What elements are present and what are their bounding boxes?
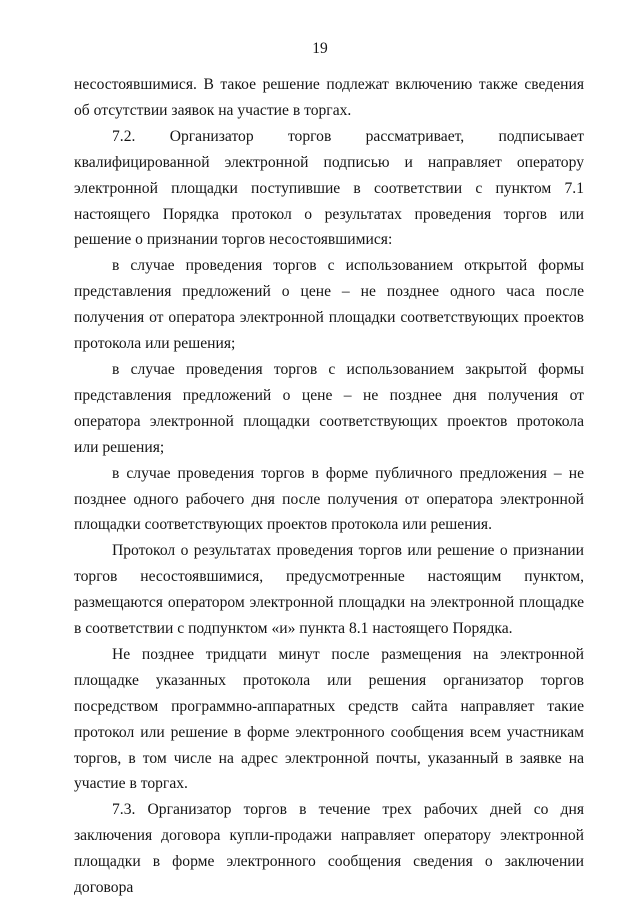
paragraph-7-2: 7.2. Организатор торгов рассматривает, подписывает квалифицированной электронной подписью и направляет оператору электронной площадки поступившие в соответствии с пунктом 7.1 настоящего Порядка протокол о результатах проведения торгов или решение о признании торгов несостоявшимися: [74,127,584,249]
paragraph-continuation: несостоявшимися. В такое решение подлежат включению также сведения об отсутствии заявок на участие в торгах. [74,76,584,119]
paragraph-notification: Не позднее тридцати минут после размещения на электронной площадке указанных протокола или решения организатор торгов посредством программно-аппаратных средств сайта направляет такие протокол или решение в форме электронного сообщения всем участникам торгов, в том числе на адрес электронной почты, указанный в заявке на участие в торгах. [74,645,584,793]
paragraph-protocol-placement: Протокол о результатах проведения торгов или решение о признании торгов несостоявшимися, предусмотренные настоящим пунктом, размещаются оператором электронной площадки на электронной площадке в соответствии с подпунктом «и» пункта 8.1 настоящего Порядка. [74,542,584,638]
paragraph-public-offer: в случае проведения торгов в форме публичного предложения – не позднее одного рабочего дня после получения от оператора электронной площадки соответствующих проектов протокола или решения. [74,464,584,534]
paragraph-closed-form: в случае проведения торгов с использованием закрытой формы представления предложений о цене – не позднее дня получения от оператора электронной площадки соответствующих проектов протокола или решения; [74,360,584,456]
page-number: 19 [312,40,328,57]
paragraph-7-3: 7.3. Организатор торгов в течение трех рабочих дней со дня заключения договора купли-продажи направляет оператору электронной площадки в форме электронного сообщения сведения о заключении договора [74,801,584,897]
paragraph-open-form: в случае проведения торгов с использованием открытой формы представления предложений о цене – не позднее одного часа после получения от оператора электронной площадки соответствующих проектов протокола или решения; [74,257,584,353]
document-body [74,72,584,901]
